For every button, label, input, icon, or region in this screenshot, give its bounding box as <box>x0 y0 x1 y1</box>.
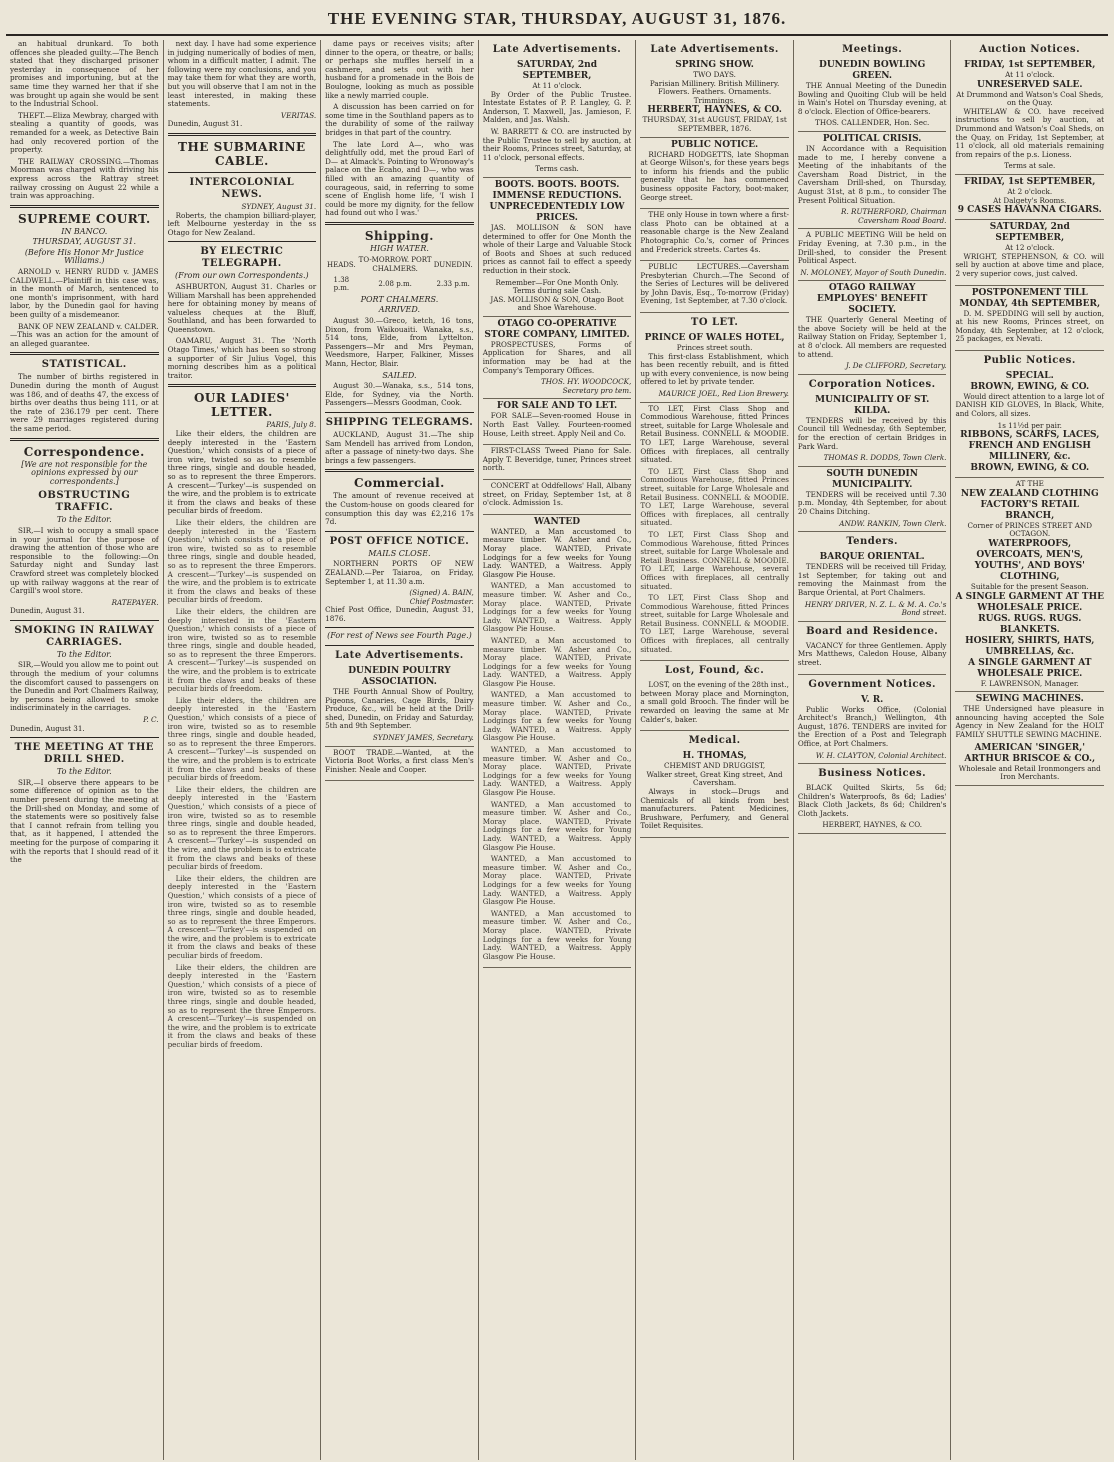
advertisement <box>640 749 789 838</box>
ad-heading: MUNICIPALITY OF ST. KILDA. <box>815 394 930 416</box>
advertisement <box>325 747 474 782</box>
subheading: HIGH WATER. <box>369 243 429 253</box>
article-text: A discussion has been carried on for some time in the Southland papers as to the durability of some of the railway bridges in that part of the country. <box>325 102 474 137</box>
advertisement <box>798 693 947 765</box>
section-heading: INTERCOLONIAL NEWS. <box>189 176 295 200</box>
divider <box>10 205 159 208</box>
ad-text: THE Annual Meeting of the Dunedin Bowling and Quoiting Club will be held in Wain's Hotel on Thursday evening, at 8 o'clock. Election of Office-bearers. <box>797 81 947 116</box>
ad-heading: SOUTH DUNEDIN MUNICIPALITY. <box>826 468 918 490</box>
advertisement <box>483 515 632 969</box>
columns <box>6 40 1108 1460</box>
section-heading: SHIPPING TELEGRAMS. <box>325 416 474 428</box>
advertisement <box>955 175 1104 220</box>
ad-text: WHITELAW & CO. have received instructions to sell by auction, at Drummond and Watson's Coal Sheds, on the Quay, on Friday, 1st September, at 11 o'clock, all old materials remaining from repairs of the p.s. Lioness. <box>955 106 1105 159</box>
article-text: Like their elders, the children are deeply interested in the 'Eastern Question,' which consists of a piece of iron wire, twisted so as to resemble three rings, single and double headed, so as to represent the three Emperors. A crescent—'Turkey'—is suspended on the wire, and the problem is to extricate it from the claws and beaks of these peculiar birds of freedom. <box>167 784 317 872</box>
ad-text: WANTED, a Man accustomed to measure timber. W. Asher and Co., Moray place. WANTED, Private Lodgings for a few weeks for Young Lady. WANTED, a Waitress. Apply Glasgow Pie House. <box>482 690 632 743</box>
ad-text: Remember—For One Month Only. <box>495 277 619 287</box>
column-5 <box>636 40 794 1460</box>
ad-signature: HERBERT, HAYNES, & CO. <box>822 820 923 830</box>
table-cell: 1.38 p.m. <box>333 275 350 293</box>
signature: Chief Postmaster. <box>409 596 474 606</box>
section-heading: BY ELECTRIC TELEGRAPH. <box>200 246 284 270</box>
ad-time: At 12 o'clock. <box>1005 243 1055 253</box>
ad-time: At 11 o'clock. <box>1005 70 1055 79</box>
ad-heading: DUNEDIN POULTRY ASSOCIATION. <box>348 666 451 688</box>
ad-text: D. M. SPEDDING will sell by auction, at his new Rooms, Princes street, on Monday, 4th September, at 12 o'clock, 25 packages, ex Nevati. <box>955 308 1105 344</box>
ad-text: THE Quarterly General Meeting of the above Society will be held at the Railway Station on Friday, September 1, at 8 o'clock. All members are requested to attend. <box>797 315 947 359</box>
ad-text: PUBLIC LECTURES.—Caversham Presbyterian Church.—The Second of the Series of Lectures will be delivered by John Davis, Esq., To-morrow (Friday) Evening, 1st September, at 7.30 o'clock. <box>640 262 789 306</box>
table-header: HEADS. <box>327 260 356 269</box>
article-text: dame pays or receives visits; after dinner to the opera, or theatre, or balls; or perhaps she muffles herself in a cashmere, and sets out with her husband for a promenade in the Bois de Boulogne, looking as much as possible like a newly married couple. <box>325 40 474 100</box>
advertisement <box>483 178 632 317</box>
advertisement <box>640 679 789 731</box>
ad-heading: POSTPONEMENT TILL MONDAY, 4th SEPTEMBER, <box>959 287 1101 309</box>
advertisement <box>483 399 632 445</box>
subheading: PORT CHALMERS. <box>360 294 439 304</box>
location: Chief Post Office, Dunedin, August 31, 1876. <box>325 605 474 623</box>
article-text: OAMARU, August 31. The 'North Otago Times,' which has been so strong a supporter of Sir Julius Vogel, this morning describes him as a political traitor. <box>167 336 317 380</box>
letter-date: Dunedin, August 31. <box>167 119 243 129</box>
masthead <box>6 4 1108 36</box>
ad-text: Would direct attention to a large lot of DANISH KID GLOVES, In Black, White, and Colors, all sizes. <box>955 391 1105 419</box>
column-1 <box>6 40 164 1460</box>
ad-text: WANTED, a Man accustomed to measure timber. W. Asher and Co., Moray place. WANTED, Private Lodgings for a few weeks for Young Lady. WANTED, a Waitress. Apply Glasgow Pie House. <box>482 581 632 634</box>
advertisement <box>955 286 1104 351</box>
divider <box>10 737 159 738</box>
advertisement <box>798 640 947 675</box>
ad-heading: A SINGLE GARMENT AT WHOLESALE PRICE. <box>968 657 1092 679</box>
ad-time: At 2 o'clock. <box>1007 186 1053 196</box>
divider <box>10 438 159 441</box>
ad-heading: IMMENSE REDUCTIONS. <box>492 190 622 201</box>
article-text: next day. I have had some experience in judging numerically of bodies of men, whom in a difficult matter, I admit. The following were my conclusions, and you may take them for what they are worth, but you will observe that I am not in the least interested, in making these statements. <box>167 40 317 109</box>
ad-price: 1s 11½d per pair. <box>997 420 1062 430</box>
ad-heading: OTAGO CO-OPERATIVE STORE COMPANY, LIMITED. <box>484 318 630 340</box>
section-heading: SUPREME COURT. <box>17 211 151 226</box>
section-heading: Shipping. <box>364 228 434 243</box>
ad-text: Suitable for the present Season. <box>970 582 1089 592</box>
section-heading: Auction Notices. <box>979 44 1081 55</box>
ad-signature: J. De CLIFFORD, Secretary. <box>845 361 947 371</box>
ad-heading: HOSIERY, SHIRTS, HATS, UMBRELLAS, &c. <box>965 635 1095 657</box>
ad-text: WANTED, a Man accustomed to measure timber. W. Asher and Co., Moray place. WANTED, Private Lodgings for a few weeks for Young Lady. WANTED, a Waitress. Apply Glasgow Pie House. <box>482 526 632 579</box>
ad-text: WANTED, a Man accustomed to measure timber. W. Asher and Co., Moray place. WANTED, Private Lodgings for a few weeks for Young Lady. WANTED, a Waitress. Apply Glasgow Pie House. <box>482 908 632 961</box>
ad-heading: BARQUE ORIENTAL. <box>819 552 925 563</box>
ad-heading: AMERICAN 'SINGER,' <box>974 742 1086 753</box>
article-text: Like their elders, the children are deeply interested in the 'Eastern Question,' which consists of a piece of iron wire, twisted so as to resemble three rings, single and double headed, so as to represent the three Emperors. A crescent—'Turkey'—is suspended on the wire, and the problem is to extricate it from the claws and beaks of these peculiar birds of freedom. <box>167 517 317 605</box>
ad-terms: Terms during sale Cash. <box>512 286 602 296</box>
advertisement <box>955 220 1104 285</box>
letter-heading: SMOKING IN RAILWAY CARRIAGES. <box>14 624 155 648</box>
advertisement <box>798 550 947 622</box>
ad-heading: RIBBONS, SCARFS, LACES, <box>960 430 1100 441</box>
ad-signature: JAS. MOLLISON & SON, Otago Boot and Shoe Warehouse. <box>490 294 624 313</box>
advertisement <box>798 132 947 229</box>
advertisement <box>483 480 632 515</box>
ad-text: By Order of the Public Trustee. Intestate Estates of P. P. Langley, G. P. Anderson, T. Maxwell, Jas. Jamieson, F. Malden, and Jas. Walsh. <box>482 89 632 125</box>
letter-text: SIR,—I observe there appears to be some difference of opinion as to the number present during the meeting at the Drill-shed on Monday, and some of the statements were so positively false that I cannot refrain from telling you that, as it happened, I attended the meeting for the purpose of comparing it with the reports that I should read of it the <box>10 777 159 865</box>
ad-signature: MAURICE JOEL, Red Lion Brewery. <box>658 389 789 399</box>
divider <box>168 384 317 387</box>
ad-heading: FOR SALE AND TO LET. <box>496 401 618 412</box>
ad-text: IN Accordance with a Requisition made to me, I hereby convene a Meeting of the inhabitants of the Caversham Road District, in the Caversham Drill-shed, on Thursday, August 31st, at 8 p.m., to consider The Present Political Situation. <box>797 143 947 205</box>
ad-text: WRIGHT, STEPHENSON, & CO. will sell by auction at above time and place, 2 very superior cows, just calved. <box>955 251 1105 278</box>
ad-text: W. BARRETT & CO. are instructed by the Public Trustee to sell by auction, at their Rooms, Princes street, Saturday, at 11 o'clock, personal effects. <box>482 126 632 162</box>
divider <box>325 412 474 413</box>
ad-heading: UNRESERVED SALE. <box>976 79 1083 90</box>
ad-text: FOR SALE—Seven-roomed House in North East Valley. Fourteen-roomed House, Leith street. Apply Neil and Co. <box>482 411 632 438</box>
ad-text: FIRST-CLASS Tweed Piano for Sale. Apply T. Beveridge, tuner, Princes street north. <box>482 446 632 473</box>
article-text: The amount of revenue received at the Custom-house on goods cleared for consumption this day was £2,216 17s 7d. <box>325 491 474 527</box>
article-text: BANK OF NEW ZEALAND v. CALDER.—This was an action for the amount of an alleged guarantee. <box>10 321 159 348</box>
signature: (Signed) A. BAIN, <box>409 588 474 598</box>
ad-text: JAS. MOLLISON & SON have determined to offer for One Month the whole of their Large and Valuable Stock of Boots and Shoes at such reduced prices as cannot fail to effect a speedy reduction in their stock. <box>482 222 632 275</box>
ad-text: PROSPECTUSES, Forms of Application for Shares, and all information may be had at the Company's Temporary Offices. <box>482 339 632 375</box>
letter-signature: VERITAS. <box>280 110 317 120</box>
column-7 <box>951 40 1108 1460</box>
letter-signature: P. C. <box>143 715 159 725</box>
ad-heading: OTAGO RAILWAY EMPLOYES' BENEFIT SOCIETY. <box>817 283 928 316</box>
ad-heading: PUBLIC NOTICE. <box>671 139 759 150</box>
section-heading: TO LET. <box>690 317 739 329</box>
letter-date: Dunedin, August 31. <box>10 606 85 616</box>
divider <box>325 531 474 532</box>
ad-time: At 11 o'clock. <box>532 81 582 90</box>
subheading: SAILED. <box>382 370 417 380</box>
ad-heading: H. THOMAS, <box>682 751 747 762</box>
section-heading: Business Notices. <box>818 768 927 780</box>
ad-heading: SPECIAL. <box>1005 370 1054 381</box>
letter-heading: OBSTRUCTING TRAFFIC. <box>38 490 131 514</box>
article-text: ASHBURTON, August 31. Charles or William Marshall has been apprehended here for obtaining money by means of valueless cheques at the Bluff, Southland, and has been forwarded to Queenstown. <box>167 281 317 334</box>
advertisement <box>640 331 789 403</box>
ad-heading: BROWN, EWING, & CO. <box>970 381 1090 392</box>
article-text: NORTHERN PORTS OF NEW ZEALAND.—Per Taiaroa, on Friday, September 1, at 11.30 a.m. <box>325 559 474 586</box>
article-text: Like their elders, the children are deeply interested in the 'Eastern Question,' which consists of a piece of iron wire, twisted so as to resemble three rings, single and double headed, so as to represent the three Emperors. A crescent—'Turkey'—is suspended on the wire, and the problem is to extricate it from the claws and beaks of these peculiar birds of freedom. <box>167 962 317 1049</box>
ad-subheading: Princes street south. <box>676 343 753 353</box>
ad-signature: Secretary pro tem. <box>562 385 632 395</box>
ad-text: WANTED, a Man accustomed to measure timber. W. Asher and Co., Moray place. WANTED, Private Lodgings for a few weeks for Young Lady. WANTED, a Waitress. Apply Glasgow Pie House. <box>482 799 632 852</box>
ad-terms: Terms cash. <box>535 164 579 174</box>
letter-text: SIR,—Would you allow me to point out through the medium of your columns the discomfort caused to passengers on the Dunedin and Port Chalmers Railway, by persons being allowed to smoke indiscriminately in the carriages. <box>10 660 159 713</box>
divider <box>325 469 474 472</box>
letter-date: Dunedin, August 31. <box>10 723 85 733</box>
advertisement <box>798 229 947 281</box>
table-cell: 2.08 p.m. <box>378 279 412 288</box>
ad-text: TENDERS will be received till Friday, 1st September, for taking out and removing the Mainmast from the Barque Oriental, at Port Chalmers. <box>797 562 947 597</box>
divider <box>168 241 317 242</box>
subheading: IN BANCO. <box>61 226 108 236</box>
article-text: Like their elders, the children are deeply interested in the 'Eastern Question,' which consists of a piece of iron wire, twisted so as to resemble three rings, single and double headed, so as to represent the three Emperors. A crescent—'Turkey'—is suspended on the wire, and the problem is to extricate it from the claws and beaks of these peculiar birds of freedom. <box>167 606 317 694</box>
ad-heading: FRIDAY, 1st SEPTEMBER, <box>964 60 1096 70</box>
ad-location: At Drummond and Watson's Coal Sheds, on the Quay. <box>956 89 1104 108</box>
ad-signature: THOS. HY. WOODCOCK, <box>540 377 632 387</box>
advertisement <box>483 317 632 400</box>
ad-text: VACANCY for three Gentlemen. Apply Mrs Matthews, Caledon House, Albany street. <box>797 640 947 667</box>
advertisement <box>955 369 1104 478</box>
ad-text: BOOT TRADE.—Wanted, at the Victoria Boot Works, a first class Men's Finisher. Neale and Cooper. <box>325 747 474 774</box>
table-cell: 2.33 p.m. <box>436 279 470 288</box>
ad-text: THE only House in town where a first-class Photo can be obtained at a reasonable charge is the New Zealand Photographic Co.'s, corner of Princes and Frederick streets. Cartes 4s. <box>640 210 789 254</box>
ad-heading: POLITICAL CRISIS. <box>822 133 922 144</box>
ad-heading: SATURDAY, 2nd SEPTEMBER, <box>989 222 1070 244</box>
letter-to: To the Editor. <box>56 767 112 777</box>
ad-heading: 9 CASES HAVANNA CIGARS. <box>957 205 1102 216</box>
subheading: ARRIVED. <box>378 305 421 315</box>
section-heading: STATISTICAL. <box>41 359 127 371</box>
ad-subheading: TWO DAYS. <box>693 70 736 79</box>
ad-signature: R. RUTHERFORD, Chairman Caversham Road Board. <box>841 207 947 225</box>
ad-text: TO LET, First Class Shop and Commodious Warehouse, fitted Princes street, suitable for Large Wholesale and Retail Business. CONNELL & MOODIE. TO LET, Large Warehouse, several Offices with fireplaces, all centrally situated. <box>640 593 789 654</box>
section-heading: Correspondence. <box>23 444 145 459</box>
divider <box>325 645 474 646</box>
advertisement <box>483 445 632 480</box>
ad-signature: W. H. CLAYTON, Colonial Architect. <box>815 750 947 760</box>
article-text: THE RAILWAY CROSSING.—Thomas Moorman was charged with driving his express across the Rattray street railway crossing on August 22 while a train was approaching. <box>10 156 159 201</box>
ad-text: TO LET, First Class Shop and Commodious Warehouse, fitted Princes street, suitable for Large Wholesale and Retail Business. CONNELL & MOODIE. TO LET, Large Warehouse, several Offices with fireplaces, all centrally situated. <box>640 466 789 528</box>
advertisement <box>955 478 1104 692</box>
section-heading: Lost, Found, &c. <box>664 665 765 677</box>
divider <box>325 222 474 225</box>
ad-text: This first-class Establishment, which has been recently rebuilt, and is fitted up with every convenience, is now being offered to let by private tender. <box>640 351 789 387</box>
section-heading: Commercial. <box>354 476 445 491</box>
advertisement <box>640 58 789 138</box>
letter-to: To the Editor. <box>56 515 112 525</box>
advertisement <box>798 467 947 532</box>
advertisement <box>325 664 474 747</box>
divider <box>325 627 474 628</box>
advertisement <box>640 138 789 210</box>
ad-heading: FRENCH AND ENGLISH MILLINERY, &c. <box>968 441 1091 463</box>
editor-note: [We are not responsible for the opinions expressed by our correspondents.] <box>21 459 148 486</box>
ad-text: Corner of PRINCES STREET AND OCTAGON. <box>967 520 1092 539</box>
section-heading: Board and Residence. <box>806 625 939 637</box>
section-heading: Corporation Notices. <box>808 378 936 390</box>
letter-heading: THE MEETING AT THE DRILL SHED. <box>14 742 154 766</box>
ad-location: At Dalgety's Rooms. <box>993 195 1067 205</box>
ad-text: TO LET, First Class Shop and Commodious Warehouse, fitted Princes street, suitable for Large Wholesale and Retail Business. CONNELL & MOODIE. TO LET, Large Warehouse, several Offices with fireplaces, all centrally situated. <box>640 403 789 465</box>
section-heading: THE SUBMARINE CABLE. <box>178 139 306 168</box>
letter-to: To the Editor. <box>56 649 112 659</box>
ad-address: Walker street, Great King street, And Caversham. <box>646 769 783 788</box>
article-text: The late Lord A—, who was delightfully odd, met the proud Earl of D— at Almack's. Pointing to Wronoway's palace on the Ecaho, and D—, who was filled with an amazing quantity of courageous, said, in referring to some scene of English home life, 'I wish I could be more my dignity, for the fellow had found out who I was.' <box>325 139 474 218</box>
editor-note: (For rest of News see Fourth Page.) <box>327 631 472 641</box>
ad-heading: V. R. <box>861 694 884 705</box>
ad-text: CONCERT at Oddfellows' Hall, Albany street, on Friday, September 1st, at 8 o'clock. Admission 1s. <box>482 481 632 508</box>
ad-text: TENDERS will be received by this Council till Wednesday, 6th September, for the erection of certain Bridges in Park Ward. <box>797 415 947 451</box>
advertisement <box>640 209 789 261</box>
ad-heading: DUNEDIN BOWLING GREEN. <box>819 60 926 81</box>
ad-heading: BROWN, EWING, & CO. <box>970 463 1090 474</box>
ad-heading: BLANKETS. <box>999 624 1060 635</box>
subheading: (From our own Correspondents.) <box>175 271 309 281</box>
ad-heading: SATURDAY, 2nd SEPTEMBER, <box>517 60 598 81</box>
ad-heading: RUGS. RUGS. RUGS. <box>978 613 1082 624</box>
ad-text: BLACK Quilted Skirts, 5s 6d; Children's Waterproofs, 8s 6d; Ladies' Black Cloth Jackets, 8s 6d; Children's Cloth Jackets. <box>797 783 947 818</box>
ad-heading: NEW ZEALAND CLOTHING FACTORY'S RETAIL BRANCH, <box>960 488 1099 521</box>
advertisement <box>483 58 632 178</box>
divider <box>168 133 317 136</box>
subheading: MAILS CLOSE. <box>368 548 431 558</box>
dateline: PARIS, July 8. <box>266 420 317 430</box>
ad-signature: THOMAS R. DODDS, Town Clerk. <box>823 453 947 463</box>
ad-heading: WATERPROOFS, OVERCOATS, MEN'S, YOUTHS', AND BOYS' CLOTHING, <box>974 539 1085 583</box>
advertisement <box>798 782 947 834</box>
ad-text: Wholesale and Retail Ironmongers and Iron Merchants. <box>958 763 1101 782</box>
ad-text: LOST, on the evening of the 28th inst., between Moray place and Mornington, a small gold Brooch. The finder will be rewarded on leaving the same at Mr Calder's, baker. <box>640 680 789 724</box>
ad-heading: SPRING SHOW. <box>675 60 754 70</box>
ad-text: THE Fourth Annual Show of Poultry, Pigeons, Canaries, Cage Birds, Dairy Produce, &c., will be held at the Drill-shed, Dunedin, on Friday and Saturday, 5th and 9th September. <box>325 687 474 731</box>
section-heading: Public Notices. <box>983 354 1076 366</box>
article-text: THEFT.—Eliza Mewbray, charged with stealing a quantity of goods, was remanded for a week, as Detective Bain had only recovered portion of the property. <box>10 110 159 155</box>
article-text: Roberts, the champion billiard-player, left Melbourne yesterday in the ss Otago for New Zealand. <box>167 210 317 237</box>
article-text: Like their elders, the children are deeply interested in the 'Eastern Question,' which consists of a piece of iron wire, twisted so as to resemble three rings, single and double headed, so as to represent the three Emperors. A crescent—'Turkey'—is suspended on the wire, and the problem is to extricate it from the claws and beaks of these peculiar birds of freedom. <box>167 873 317 961</box>
column-6 <box>794 40 952 1460</box>
advertisement <box>640 403 789 662</box>
ad-signature: THOS. CALLENDER, Hon. Sec. <box>815 118 930 128</box>
ad-heading: BOOTS. BOOTS. BOOTS. <box>494 179 620 190</box>
section-heading: Meetings. <box>842 44 903 55</box>
table-header: TO-MORROW. PORT CHALMERS. <box>358 256 432 274</box>
article-text: The number of births registered in Dunedin during the month of August was 186, and of deaths 47, the excess of births over deaths thus being 111, or at the rate of 236.179 per cent. There were 29 marriages registered during the same period. <box>10 372 159 433</box>
ad-text: WANTED, a Man accustomed to measure timber. W. Asher and Co., Moray place. WANTED, Private Lodgings for a few weeks for Young Lady. WANTED, a Waitress. Apply Glasgow Pie House. <box>482 854 632 907</box>
ad-text: A PUBLIC MEETING Will be held on Friday Evening, at 7.30 p.m., in the Drill-shed, to consider the Present Political Aspect. <box>797 230 947 266</box>
letter-text: SIR,—I wish to occupy a small space in your journal for the purpose of drawing the attention of those who are responsible to the following:—On Saturday night and Sunday last Crawford street was completely blocked up with railway waggons at the rear of Cargill's wool store. <box>10 525 159 596</box>
advertisement <box>798 58 947 132</box>
ad-text: THE Undersigned have pleasure in announcing having accepted the Sole Agency in New Zealand for the HOLT FAMILY SHUTTLE SEWING MACHINE. <box>955 704 1105 739</box>
ad-text: TENDERS will be received until 7.30 p.m. Monday, 4th September, for about 20 Chains Ditching. <box>797 489 947 516</box>
section-heading: Late Advertisements. <box>650 44 779 55</box>
divider <box>168 172 317 173</box>
ad-signature: F. LAWRENSON, Manager. <box>980 678 1079 688</box>
ad-text: Parisian Millinery. British Millinery. Flowers. Feathers. Ornaments. Trimmings. <box>649 78 780 105</box>
article-text: Like their elders, the children are deeply interested in the 'Eastern Question,' which consists of a piece of iron wire, twisted so as to resemble three rings, single and double headed, so as to represent the three Emperors. A crescent—'Turkey'—is suspended on the wire, and the problem is to extricate it from the claws and beaks of these peculiar birds of freedom. <box>167 429 317 516</box>
ad-heading: HERBERT, HAYNES, & CO. <box>647 105 782 116</box>
divider <box>10 620 159 621</box>
ad-heading: ARTHUR BRISCOE & CO., <box>964 753 1096 764</box>
section-heading: OUR LADIES' LETTER. <box>193 391 290 420</box>
ad-heading: PRINCE OF WALES HOTEL, <box>644 333 785 344</box>
ad-text: WANTED, a Man accustomed to measure timber. W. Asher and Co., Moray place. WANTED, Private Lodgings for a few weeks for Young Lady. WANTED, a Waitress. Apply Glasgow Pie House. <box>482 745 632 797</box>
ad-heading: A SINGLE GARMENT AT THE WHOLESALE PRICE. <box>955 591 1104 613</box>
ad-heading: WANTED <box>533 516 581 527</box>
high-water-table <box>325 255 474 293</box>
article-text: August 30.—Wanaka, s.s., 514 tons, Elde, for Sydney, via the North. Passengers—Messrs Goodman, Cook. <box>325 381 474 408</box>
divider <box>10 352 159 355</box>
advertisement <box>798 393 947 467</box>
article-text: ARNOLD v. HENRY RUDD v. JAMES CALDWELL.—Plaintiff in this case was, in the month of March, sentenced to one month's imprisonment, with hard labor, by the Dunedin gaol for having been guilty of a misdemeanor. <box>10 267 159 320</box>
ad-text: Public Works Office, (Colonial Architect's Branch,) Wellington, 4th August, 1876. TENDERS are invited for the Erection of a Post and Telegraph Office, at Port Chalmers. <box>797 704 947 748</box>
advertisement <box>640 261 789 313</box>
article-text: AUCKLAND, August 31.—The ship Sam Mendell has arrived from London, after a passage of ninety-two days. She brings a few passengers. <box>325 429 474 465</box>
ad-heading: FRIDAY, 1st SEPTEMBER, <box>964 176 1096 187</box>
advertisement <box>798 281 947 375</box>
section-heading: Late Advertisements. <box>335 650 464 662</box>
ad-signature: SYDNEY JAMES, Secretary. <box>372 733 474 743</box>
ad-text: TO LET, First Class Shop and Commodious Warehouse, fitted Princes street, suitable for Large Wholesale and Retail Business. CONNELL & MOODIE. TO LET, Large Warehouse, several Offices with fireplaces, all centrally situated. <box>640 529 789 591</box>
ad-text: Always in stock—Drugs and Chemicals of all kinds from best manufacturers. Patent Medicines, Brushware, Perfumery, and General Toilet Requisites. <box>640 787 789 831</box>
ad-text: WANTED, a Man accustomed to measure timber. W. Asher and Co., Moray place. WANTED, Private Lodgings for a few weeks for Young Lady. WANTED, a Waitress. Apply Glasgow Pie House. <box>482 635 632 688</box>
advertisement <box>955 58 1104 175</box>
ad-signature: N. MOLONEY, Mayor of South Dunedin. <box>800 267 947 277</box>
section-heading: Late Advertisements. <box>492 44 622 55</box>
column-3 <box>321 40 479 1460</box>
advertisement <box>955 692 1104 786</box>
dateline: THURSDAY, AUGUST 31. <box>32 237 137 247</box>
section-heading: Medical. <box>688 735 741 747</box>
section-heading: POST OFFICE NOTICE. <box>329 535 470 547</box>
column-4 <box>479 40 637 1460</box>
letter-signature: RATEPAYER. <box>111 597 159 607</box>
column-2 <box>164 40 322 1460</box>
ad-heading: UNPRECEDENTEDLY LOW PRICES. <box>489 201 625 223</box>
ad-heading: SEWING MACHINES. <box>975 694 1084 705</box>
ad-text: RICHARD HODGETTS, late Shopman at George Wilson's, for these years begs to inform his friends and the public generally that he has commenced business opposite Factory, boot-maker, George street. <box>640 149 789 202</box>
article-text: Like their elders, the children are deeply interested in the 'Eastern Question,' which consists of a piece of iron wire, twisted so as to resemble three rings, single and double headed, so as to represent the three Emperors. A crescent—'Turkey'—is suspended on the wire, and the problem is to extricate it from the claws and beaks of these peculiar birds of freedom. <box>167 695 317 783</box>
section-heading: Tenders. <box>846 536 899 548</box>
ad-terms: Terms at sale. <box>1004 161 1056 171</box>
ad-signature: HENRY DRIVER, N. Z. L. & M. A. Co.'s Bond street. <box>804 599 947 618</box>
ad-subheading: CHEMIST AND DRUGGIST, <box>663 761 766 771</box>
ad-date: THURSDAY, 31st AUGUST, FRIDAY, 1st SEPTEMBER, 1876. <box>642 115 787 133</box>
masthead-title: THE EVENING STAR, THURSDAY, AUGUST 31, 1876. <box>327 9 787 28</box>
article-text: August 30.—Greco, ketch, 16 tons, Dixon, from Waikouaiti. Wanaka, s.s., 514 tons, Elde, from Lyttelton. Passengers—Mr and Mrs Peyman, Weedsmore, Harper, Falkiner, Misses Mann, Hector, Blair. <box>325 316 474 368</box>
dateline: SYDNEY, August 31. <box>241 201 317 211</box>
section-heading: Government Notices. <box>808 678 936 690</box>
table-header: DUNEDIN. <box>433 260 473 269</box>
ad-text: AT THE <box>1015 479 1044 489</box>
article-text: an habitual drunkard. To both offences she pleaded guilty.—The Bench stated that they discharged prisoner yesterday in consequence of her promises and importuning, but at the same time they warned her that if she was brought up again she would be sent to the Industrial School. <box>10 40 159 109</box>
ad-signature: ANDW. RANKIN, Town Clerk. <box>839 518 947 528</box>
byline: (Before His Honor Mr Justice Williams.) <box>24 247 144 266</box>
